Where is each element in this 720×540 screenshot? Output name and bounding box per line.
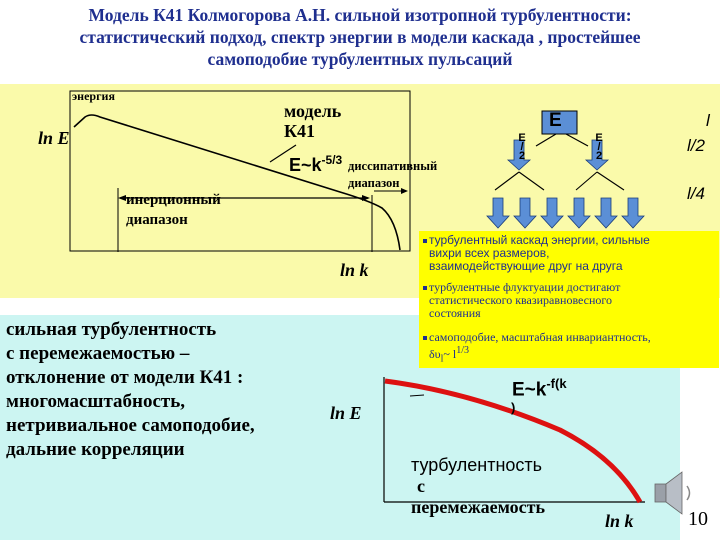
scale-l-2: l/2 — [687, 136, 705, 155]
bullet-1-line-3: взаимодействующие друг на друга — [429, 259, 623, 273]
bullet-1-line-1: турбулентный каскад энергии, сильные — [429, 233, 650, 247]
bullet-3-mid: ~ l — [443, 347, 457, 361]
desc-line-5: нетривиальное самоподобие, — [6, 415, 255, 436]
intermittent-formula — [512, 376, 567, 401]
intermittency-description — [6, 318, 255, 462]
bullet-2 — [423, 281, 620, 320]
bullet-2-line-1: турбулентные флуктуации достигают — [429, 280, 621, 294]
title-line-1: Модель К41 Колмогорова А.Н. сильной изотропной турбулентности: — [88, 5, 632, 25]
inertial-range-line-1: инерционный — [126, 192, 221, 208]
caption-line-3: перемежаемость — [411, 497, 546, 517]
bullet-3-line-1: самоподобие, масштабная инвариантность, — [429, 330, 651, 344]
cascade-left-label-1: E — [518, 132, 526, 144]
bullet-1 — [423, 234, 650, 273]
caption-line-1: турбулентность — [411, 455, 543, 475]
model-label-line-2: К41 — [284, 121, 316, 141]
bottom-chart-xlabel: ln k — [605, 511, 634, 531]
cascade-left-label-2: / — [520, 141, 524, 153]
intermittent-formula-exponent: -f(k — [546, 376, 567, 391]
model-label — [284, 101, 341, 141]
model-label-line-1: модель — [284, 101, 342, 121]
title-line-3: самоподобие турбулентных пульсаций — [207, 49, 513, 69]
cascade-right-label-2: / — [597, 141, 601, 153]
bottom-chart-ylabel: ln E — [330, 403, 362, 423]
desc-line-1: сильная турбулентность — [6, 319, 217, 340]
top-chart-ylabel: ln E — [38, 128, 70, 148]
bullet-box — [419, 231, 719, 368]
desc-line-6: дальние корреляции — [6, 439, 185, 460]
cascade-branch-right — [566, 134, 588, 146]
dissipative-range-line-1: диссипативный — [348, 159, 438, 173]
cascade-right-label-3: 2 — [595, 150, 603, 162]
bottom-chart-tick — [410, 395, 424, 396]
cascade-top-label: E — [549, 110, 562, 131]
speaker-icon[interactable] — [655, 472, 690, 514]
scale-l: l — [706, 111, 710, 130]
bullet-3-sub: l — [440, 353, 444, 365]
top-chart-xlabel-text: ln k — [340, 260, 369, 280]
desc-line-4: многомасштабность, — [6, 391, 186, 412]
cascade-right-label — [593, 134, 605, 161]
bullet-1-line-2: вихри всех размеров, — [429, 246, 550, 260]
intermittent-formula-close: ) — [511, 400, 516, 415]
desc-line-3: отклонение от модели К41 : — [6, 367, 244, 388]
intermittent-formula-base: E~k — [512, 379, 547, 401]
intermittency-caption — [411, 455, 545, 518]
cascade-level-3-lines — [495, 172, 624, 190]
bullet-3 — [423, 331, 651, 365]
k41-formula — [289, 153, 342, 176]
top-chart-xlabel — [340, 260, 369, 281]
bullet-3-dv: δυ — [429, 347, 441, 361]
cascade-branch-left — [536, 134, 556, 146]
cascade-level-4 — [487, 198, 644, 228]
k41-formula-exponent: -5/3 — [321, 153, 343, 167]
cascade-left-label-3: 2 — [518, 150, 526, 162]
inertial-range-label — [126, 190, 221, 230]
cascade-right-label-1: E — [595, 132, 603, 144]
cascade-left-label — [516, 134, 528, 161]
energy-label: энергия — [72, 89, 115, 103]
bullet-2-line-2: статистического квазиравновесного — [429, 293, 613, 307]
dissipative-range-label — [348, 158, 437, 192]
inertial-range-line-2: диапазон — [126, 212, 188, 228]
title-line-2: статистический подход, спектр энергии в модели каскада , простейшее — [79, 27, 641, 47]
k41-formula-base: E~k — [289, 155, 322, 175]
desc-line-2: с перемежаемостью – — [6, 343, 190, 364]
bullet-2-line-3: состояния — [429, 306, 481, 320]
bullet-3-sup: 1/3 — [456, 345, 469, 356]
caption-line-2: с — [417, 476, 425, 496]
inertial-arrow-left-head — [118, 195, 126, 201]
scale-l-4: l/4 — [687, 184, 705, 203]
bullet-3-line-2 — [423, 344, 651, 365]
dissipative-range-line-2: диапазон — [348, 176, 400, 190]
page-number: 10 — [688, 508, 708, 530]
